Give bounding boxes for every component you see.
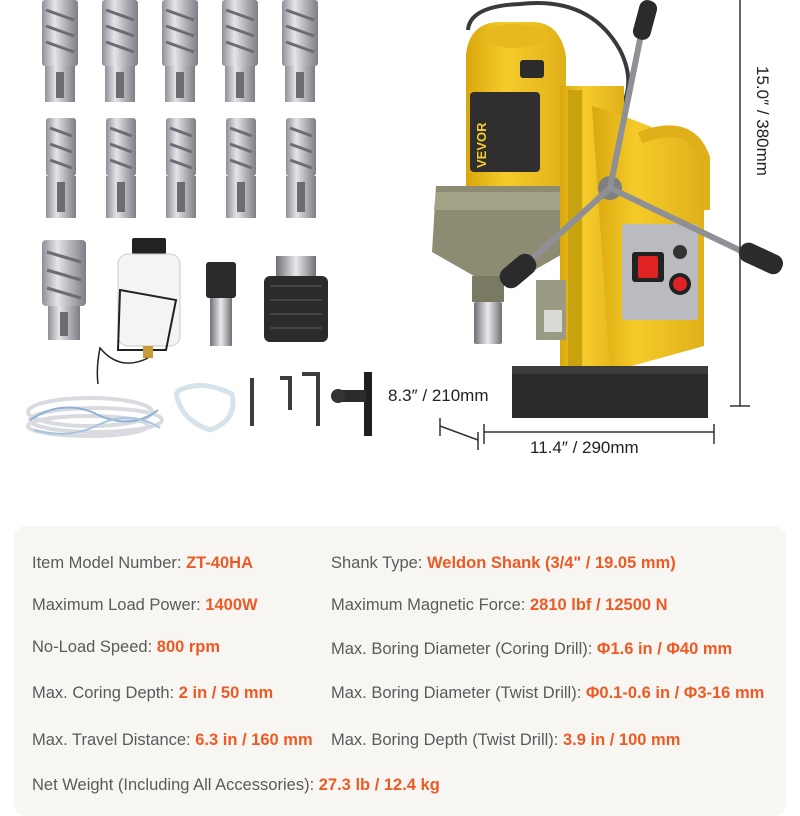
spec-label: Max. Travel Distance: [32, 731, 196, 749]
spec-label: Max. Boring Depth (Twist Drill): [331, 731, 563, 749]
spec-label: Item Model Number: [32, 554, 187, 572]
arbor-adapter [206, 262, 236, 346]
coolant-tube [176, 385, 233, 430]
magnetic-drill [432, 0, 786, 418]
spec-label: Maximum Load Power: [32, 596, 206, 614]
rope-coil [28, 398, 162, 436]
spec-label: Maximum Magnetic Force: [331, 596, 530, 614]
spec-label: Max. Boring Diameter (Twist Drill): [331, 684, 586, 702]
chuck-key [331, 372, 372, 436]
hex-keys [252, 374, 318, 426]
spec-coring-depth [32, 684, 273, 703]
spec-value: 2810 lbf / 12500 N [529, 596, 668, 614]
spec-label: Net Weight (Including All Accessories): [32, 776, 319, 794]
drill-chuck [264, 256, 328, 342]
spec-label: Max. Coring Depth: [32, 684, 179, 702]
spec-boring-depth-twist [331, 731, 680, 750]
annular-cutters-row-2 [46, 118, 316, 218]
brand-logo: VEVOR [474, 122, 489, 168]
width-dimension-label: 11.4″ / 290mm [530, 438, 639, 457]
spec-net-weight [32, 776, 440, 795]
spec-value: ZT-40HA [186, 554, 253, 572]
spec-no-load-speed [32, 638, 220, 657]
spec-model-number [32, 554, 253, 573]
spec-label: No-Load Speed: [32, 638, 157, 656]
annular-cutters-row-1 [42, 0, 318, 102]
spec-load-power [32, 596, 258, 615]
spec-travel-distance [32, 731, 313, 750]
spec-value: 800 rpm [156, 638, 221, 656]
spec-boring-diameter-coring [331, 640, 732, 659]
spec-value: 6.3 in / 160 mm [195, 731, 313, 749]
spec-value: 3.9 in / 100 mm [562, 731, 681, 749]
spec-value: 1400W [205, 596, 258, 614]
spec-value: Φ0.1-0.6 in / Φ3-16 mm [585, 684, 765, 702]
spec-value: Weldon Shank (3/4" / 19.05 mm) [427, 554, 676, 572]
spec-value: 2 in / 50 mm [178, 684, 274, 702]
spec-magnetic-force [331, 596, 668, 615]
spec-value: 27.3 lb / 12.4 kg [318, 776, 440, 794]
height-dimension-label: 15.0″ / 380mm [753, 66, 772, 176]
spec-label: Max. Boring Diameter (Coring Drill): [331, 640, 597, 658]
spec-label: Shank Type: [331, 554, 428, 572]
depth-dimension-label: 8.3″ / 210mm [388, 386, 489, 405]
spec-boring-diameter-twist [331, 684, 764, 703]
spec-value: Φ1.6 in / Φ40 mm [596, 640, 733, 658]
annular-cutter-large [42, 240, 86, 340]
spec-shank-type [331, 554, 676, 573]
coolant-bottle [97, 238, 180, 384]
